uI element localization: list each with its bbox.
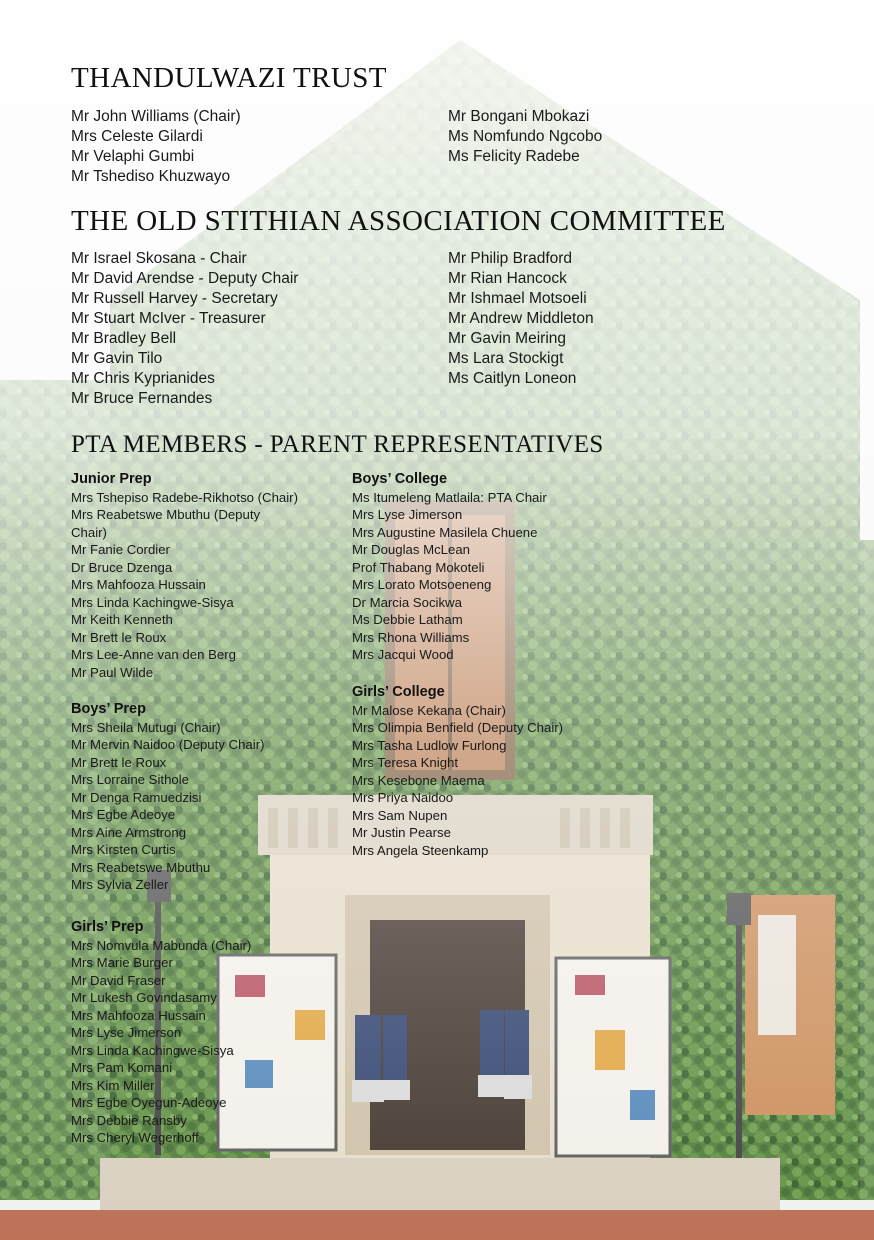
thandulwazi-list-right xyxy=(448,107,602,167)
member: Ms Debbie Latham xyxy=(352,612,463,628)
member: Mrs Mahfooza Hussain xyxy=(71,577,206,593)
thandulwazi-title: THANDULWAZI TRUST xyxy=(71,62,387,94)
girls-college-list xyxy=(352,702,563,859)
boys-prep-list xyxy=(71,719,264,894)
member: Mrs Rhona Williams xyxy=(352,629,470,645)
member: Mr Andrew Middleton xyxy=(448,310,594,327)
member: Ms Itumeleng Matlaila: PTA Chair xyxy=(352,490,547,505)
member: Mrs Lee-Anne van den Berg xyxy=(71,647,236,663)
member: Chair) xyxy=(71,524,107,540)
member: Mrs Jacqui Wood xyxy=(352,647,454,663)
member: Mr Chris Kyprianides xyxy=(71,370,215,387)
member: Mr Israel Skosana - Chair xyxy=(71,250,247,267)
member: Mrs Kirsten Curtis xyxy=(71,842,176,858)
member: Mrs Kesebone Maema xyxy=(352,772,485,788)
member: Mr Paul Wilde xyxy=(71,664,154,680)
girls-prep-list xyxy=(71,937,251,1146)
member: Dr Marcia Socikwa xyxy=(352,594,462,610)
osa-list-left xyxy=(71,249,298,409)
member: Mr Gavin Meiring xyxy=(448,330,566,347)
member: Mr Velaphi Gumbi xyxy=(71,148,195,165)
member: Mr Malose Kekana (Chair) xyxy=(352,703,506,718)
member: Mrs Cheryl Wegerhoff xyxy=(71,1129,199,1145)
thandulwazi-list-left xyxy=(71,107,241,187)
member: Mrs Marie Burger xyxy=(71,955,173,971)
member: Mr Philip Bradford xyxy=(448,250,573,267)
member: Mr Bongani Mbokazi xyxy=(448,108,590,125)
member: Mr Russell Harvey - Secretary xyxy=(71,290,278,307)
member: Mrs Sylvia Zeller xyxy=(71,877,169,893)
member: Mr David Arendse - Deputy Chair xyxy=(71,270,299,287)
boys-college-list xyxy=(352,489,547,664)
member: Mrs Augustine Masilela Chuene xyxy=(352,524,538,540)
member: Mr Douglas McLean xyxy=(352,542,471,558)
member: Mrs Priya Naidoo xyxy=(352,790,454,806)
member: Mr Keith Kenneth xyxy=(71,612,173,628)
member: Mrs Lyse Jimerson xyxy=(71,1025,182,1041)
girls-prep-heading: Girls’ Prep xyxy=(71,919,144,935)
member: Mrs Egbe Oyegun-Adeoye xyxy=(71,1095,227,1111)
junior-prep-heading: Junior Prep xyxy=(71,471,152,487)
member: Mr Stuart McIver - Treasurer xyxy=(71,310,266,327)
member: Mr Bruce Fernandes xyxy=(71,390,213,407)
member: Mrs Sam Nupen xyxy=(352,807,448,823)
member: Mrs Reabetswe Mbuthu (Deputy xyxy=(71,507,261,523)
member: Mrs Aine Armstrong xyxy=(71,824,187,840)
member: Mrs Mahfooza Hussain xyxy=(71,1007,206,1023)
member: Mr Ishmael Motsoeli xyxy=(448,290,587,307)
member: Mrs Tshepiso Radebe-Rikhotso (Chair) xyxy=(71,490,298,505)
member: Mrs Lorato Motsoeneng xyxy=(352,577,492,593)
osa-list-right xyxy=(448,249,594,389)
member: Mr Rian Hancock xyxy=(448,270,567,287)
member: Mrs Olimpia Benfield (Deputy Chair) xyxy=(352,720,564,736)
member: Mrs Pam Komani xyxy=(71,1060,173,1076)
member: Mrs Teresa Knight xyxy=(352,755,459,771)
junior-prep-list xyxy=(71,489,298,681)
member: Mrs Celeste Gilardi xyxy=(71,128,203,145)
boys-prep-heading: Boys’ Prep xyxy=(71,701,146,717)
member: Mr Justin Pearse xyxy=(352,825,451,841)
member: Mr Gavin Tilo xyxy=(71,350,163,367)
member: Ms Nomfundo Ngcobo xyxy=(448,128,603,145)
member: Mrs Egbe Adeoye xyxy=(71,807,176,823)
member: Mr Lukesh Govindasamy xyxy=(71,990,217,1006)
member: Mr Brett le Roux xyxy=(71,629,167,645)
member: Mr Denga Ramuedzisi xyxy=(71,789,202,805)
member: Ms Lara Stockigt xyxy=(448,350,564,367)
member: Mr Tshediso Khuzwayo xyxy=(71,168,231,185)
member: Mrs Angela Steenkamp xyxy=(352,842,489,858)
pta-title: PTA MEMBERS - PARENT REPRESENTATIVES xyxy=(71,431,604,458)
member: Mrs Tasha Ludlow Furlong xyxy=(352,737,507,753)
member: Mrs Sheila Mutugi (Chair) xyxy=(71,720,221,735)
member: Ms Felicity Radebe xyxy=(448,148,580,165)
member: Dr Bruce Dzenga xyxy=(71,559,173,575)
girls-college-heading: Girls’ College xyxy=(352,684,445,700)
member: Mrs Linda Kachingwe-Sisya xyxy=(71,594,234,610)
member: Ms Caitlyn Loneon xyxy=(448,370,577,387)
member: Mrs Kim Miller xyxy=(71,1077,155,1093)
member: Mr David Fraser xyxy=(71,972,166,988)
boys-college-heading: Boys’ College xyxy=(352,471,448,487)
member: Mrs Reabetswe Mbuthu xyxy=(71,859,211,875)
member: Mr Brett le Roux xyxy=(71,754,167,770)
member: Mr Fanie Cordier xyxy=(71,542,170,558)
member: Mrs Debbie Ransby xyxy=(71,1112,187,1128)
member: Mr John Williams (Chair) xyxy=(71,108,241,125)
member: Mrs Nomvula Mabunda (Chair) xyxy=(71,938,252,953)
osa-title: THE OLD STITHIAN ASSOCIATION COMMITTEE xyxy=(71,205,726,237)
member: Prof Thabang Mokoteli xyxy=(352,559,485,575)
member: Mrs Lorraine Sithole xyxy=(71,772,190,788)
member: Mrs Lyse Jimerson xyxy=(352,507,463,523)
member: Mr Bradley Bell xyxy=(71,330,177,347)
member: Mrs Linda Kachingwe-Sisya xyxy=(71,1042,234,1058)
member: Mr Mervin Naidoo (Deputy Chair) xyxy=(71,737,265,753)
